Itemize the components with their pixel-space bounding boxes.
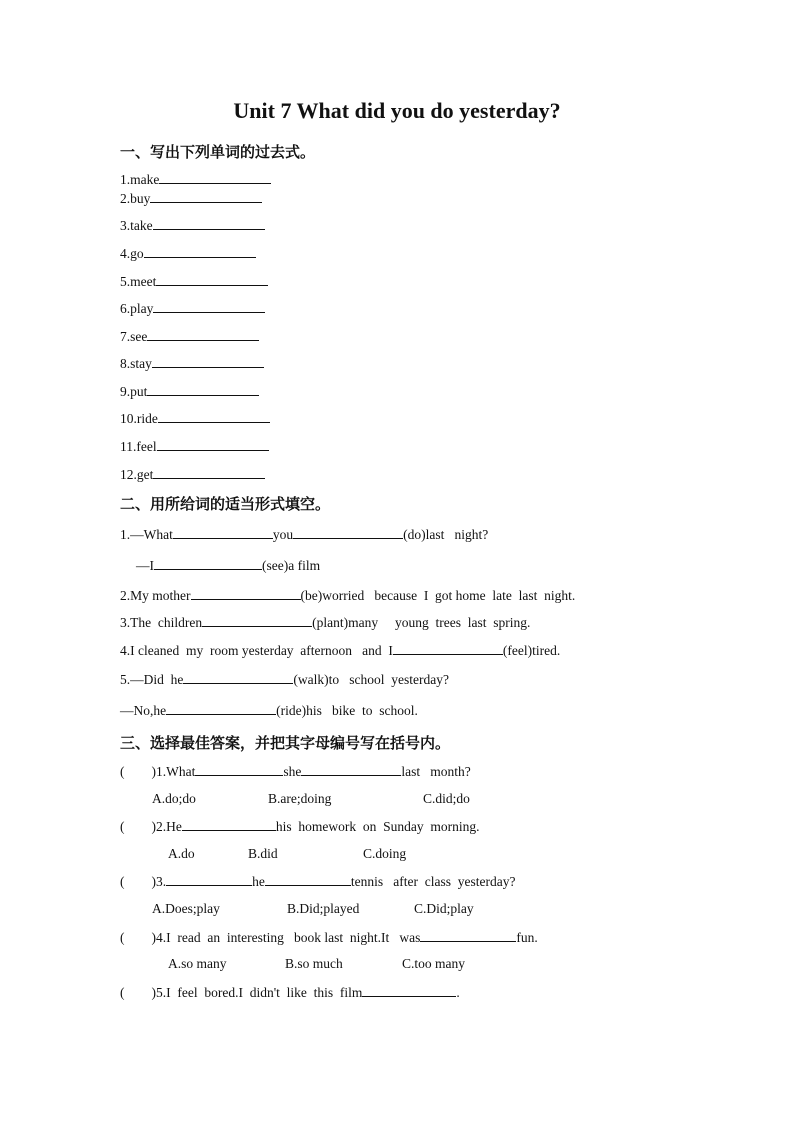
- question-text: 2.My mother: [120, 588, 191, 603]
- question-text: 4.I read an interesting book last night.It was: [156, 930, 421, 945]
- option-c: C.doing: [363, 846, 407, 861]
- answer-blank[interactable]: [191, 587, 301, 600]
- answer-parentheses[interactable]: ( ): [120, 985, 156, 1000]
- question-text: you: [272, 527, 294, 542]
- list-item: [120, 355, 264, 372]
- answer-blank[interactable]: [183, 671, 293, 684]
- option-b: B.Did;played: [287, 901, 360, 916]
- question-text: (walk)to school yesterday?: [293, 672, 449, 687]
- list-item: [120, 217, 265, 234]
- choice-question-3: [120, 873, 515, 890]
- word: 10.ride: [120, 411, 158, 426]
- section-3-heading: 三、选择最佳答案，并把其字母编号写在括号内。: [120, 734, 451, 752]
- answer-blank[interactable]: [152, 355, 264, 368]
- answer-blank[interactable]: [393, 642, 503, 655]
- answer-blank[interactable]: [144, 245, 256, 258]
- question-text: 1.—What: [120, 527, 173, 542]
- section-1-heading: 一、写出下列单词的过去式。: [120, 143, 316, 161]
- choice-question-5: [120, 984, 460, 1001]
- word: 1.make: [120, 172, 160, 187]
- question-text: —I: [136, 558, 154, 573]
- option-c: C.Did;play: [414, 901, 474, 916]
- answer-blank[interactable]: [153, 300, 265, 313]
- list-item: [120, 438, 269, 455]
- answer-parentheses[interactable]: ( ): [120, 819, 156, 834]
- question-2: [120, 587, 575, 604]
- section-2-heading: 二、用所给词的适当形式填空。: [120, 495, 331, 513]
- word: 7.see: [120, 329, 148, 344]
- question-5a: [120, 671, 449, 688]
- option-c: C.too many: [402, 956, 465, 971]
- list-item: [120, 273, 268, 290]
- answer-blank: [301, 763, 401, 776]
- choice-question-2: [120, 818, 480, 835]
- word: 6.play: [120, 301, 154, 316]
- answer-blank[interactable]: [154, 557, 262, 570]
- option-c: C.did;do: [423, 791, 470, 806]
- list-item: [120, 190, 262, 207]
- list-item: [120, 466, 265, 483]
- question-text: (ride)his bike to school.: [276, 703, 418, 718]
- option-a: A.do;do: [152, 791, 196, 806]
- answer-blank: [420, 929, 516, 942]
- list-item: [120, 300, 265, 317]
- choice-question-1: [120, 763, 471, 780]
- question-text: he: [252, 874, 265, 889]
- answer-blank[interactable]: [293, 526, 403, 539]
- question-text: (plant)many young trees last spring.: [312, 615, 531, 630]
- answer-blank: [182, 818, 276, 831]
- answer-blank: [166, 873, 252, 886]
- question-text: (feel)tired.: [502, 643, 561, 658]
- answer-parentheses[interactable]: ( ): [120, 874, 156, 889]
- list-item: [120, 328, 259, 345]
- page-title: Unit 7 What did you do yesterday?: [233, 98, 561, 123]
- question-text: 4.I cleaned my room yesterday afternoon and I: [120, 643, 393, 658]
- question-text: 3.: [156, 874, 167, 889]
- question-3: [120, 614, 530, 631]
- word: 12.get: [120, 467, 154, 482]
- option-b: B.are;doing: [268, 791, 332, 806]
- question-4: [120, 642, 560, 659]
- question-1a: [120, 526, 488, 543]
- question-text: last month?: [401, 764, 471, 779]
- answer-blank[interactable]: [157, 438, 269, 451]
- question-text: she: [283, 764, 302, 779]
- answer-parentheses[interactable]: ( ): [120, 930, 156, 945]
- question-text: (be)worried because I got home late last night.: [300, 588, 576, 603]
- answer-blank: [362, 984, 456, 997]
- word: 9.put: [120, 384, 148, 399]
- word: 4.go: [120, 246, 144, 261]
- question-text: .: [456, 985, 460, 1000]
- question-text: tennis after class yesterday?: [350, 874, 516, 889]
- list-item: [120, 245, 256, 262]
- answer-parentheses[interactable]: ( ): [120, 764, 156, 779]
- answer-blank[interactable]: [202, 614, 312, 627]
- question-text: 2.He: [156, 819, 182, 834]
- answer-blank[interactable]: [159, 171, 271, 184]
- question-text: —No,he: [120, 703, 167, 718]
- choice-question-4: [120, 929, 538, 946]
- answer-blank[interactable]: [153, 217, 265, 230]
- question-text: (do)last night?: [403, 527, 489, 542]
- word: 3.take: [120, 218, 153, 233]
- question-text: 3.The children: [120, 615, 203, 630]
- answer-blank[interactable]: [158, 410, 270, 423]
- option-a: A.Does;play: [152, 901, 220, 916]
- answer-blank[interactable]: [153, 466, 265, 479]
- question-text: 5.I feel bored.I didn't like this film: [156, 985, 363, 1000]
- word: 11.feel: [120, 439, 157, 454]
- option-b: B.did: [248, 846, 278, 861]
- option-a: A.so many: [168, 956, 227, 971]
- answer-blank[interactable]: [147, 328, 259, 341]
- option-b: B.so much: [285, 956, 343, 971]
- question-text: (see)a film: [262, 558, 321, 573]
- word: 2.buy: [120, 191, 151, 206]
- answer-blank[interactable]: [150, 190, 262, 203]
- question-text: his homework on Sunday morning.: [275, 819, 480, 834]
- answer-blank[interactable]: [173, 526, 273, 539]
- question-text: 5.—Did he: [120, 672, 184, 687]
- answer-blank: [195, 763, 283, 776]
- question-text: 1.What: [156, 764, 196, 779]
- answer-blank[interactable]: [156, 273, 268, 286]
- question-1b: [136, 557, 320, 574]
- word: 8.stay: [120, 356, 152, 371]
- word: 5.meet: [120, 274, 157, 289]
- list-item: [120, 171, 271, 188]
- question-5b: [120, 702, 418, 719]
- option-a: A.do: [168, 846, 195, 861]
- question-text: fun.: [516, 930, 538, 945]
- answer-blank[interactable]: [166, 702, 276, 715]
- list-item: [120, 410, 270, 427]
- answer-blank: [265, 873, 351, 886]
- answer-blank[interactable]: [147, 383, 259, 396]
- list-item: [120, 383, 259, 400]
